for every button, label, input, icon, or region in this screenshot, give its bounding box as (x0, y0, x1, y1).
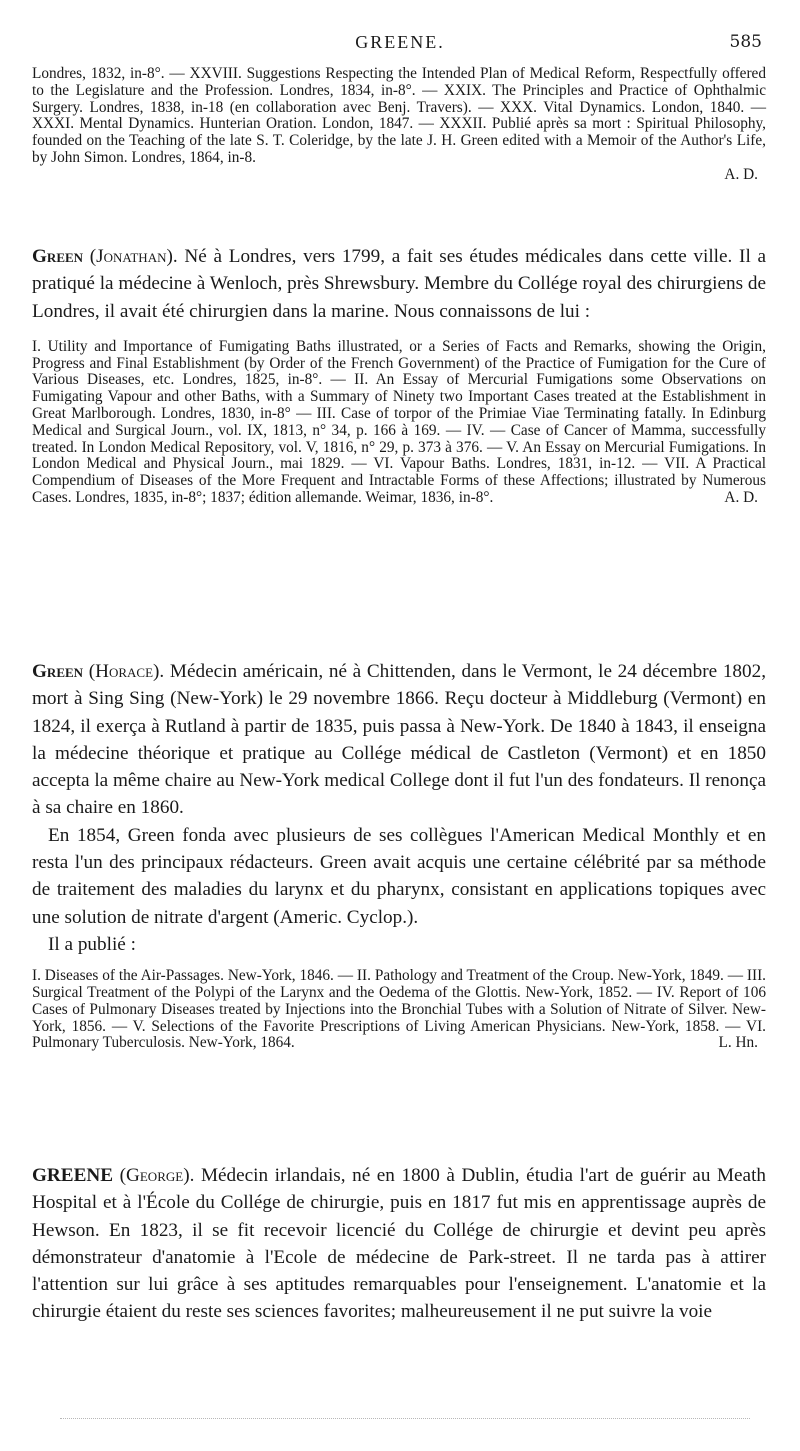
page-bottom-bleed (60, 1418, 750, 1421)
entry-works-list (32, 339, 766, 507)
entry-works-list (32, 968, 766, 1052)
entry-bio (32, 243, 766, 325)
entry-bio-text: Médecin irlandais, né en 1800 à Dublin, étudia l'art de guérir au Meath Hospital et à l'École du Collége de chirurgie, puis en 1817 fut mis en apprentissage auprès de Hewson. En 1823, il se fit recevoir licencié du Collége de chirurgie et devint peu après démonstrateur d'anatomie à l'Ecole de médecine de Park-street. Il ne tarda pas à attirer l'attention sur lui grâce à ses aptitudes remarquables pour l'enseignement. L'anatomie et la chirurgie étaient du reste ses sciences favorites; malheureusement il ne put suivre la voie (32, 1165, 767, 1323)
entry-works-text: I. Utility and Importance of Fumigating Baths illustrated, or a Series of Facts and Remarks, showing the Origin, Progress and Final Establishment (by Order of the French Government) of the Practice of Fumigation for the Cure of Various Diseases, etc. Londres, 1825, in-8°. — II. An Essay of Mercurial Fumigations some Observations on Fumigating Vapour and other Baths, with a Summary of Ninety two Important Cases treated at the Establishment in Great Marlborough. Londres, 1830, in-8° — III. Case of torpor of the Primiae Viae Terminating fatally. In Edinburg Medical and Surgical Journ., vol. IX, 1813, n° 34, p. 166 à 169. — IV. — Case of Cancer of Mamma, successfully treated. In London Medical Repository, vol. V, 1816, n° 29, p. 373 à 376. — V. An Essay on Mercurial Fumigations. In London Medical and Physical Journ., mai 1829. — VI. Vapour Baths. Londres, 1831, in-12. — VII. A Practical Compendium of Diseases of the More Frequent and Intractable Forms of these Affections; illustrated by Numerous Cases. Londres, 1835, in-8°; 1837; édition allemande. Weimar, 1836, in-8°. (32, 337, 766, 507)
entry-bio-text: Médecin américain, né à Chittenden, dans le Vermont, le 24 décembre 1802, mort à Sing Sing (New-York) le 29 novembre 1866. Reçu docteur à Middleburg (Vermont) en 1824, il exerça à Rutland à partir de 1835, puis passa à New-York. De 1840 à 1843, il enseigna la médecine théorique et pratique au Collége médical de Castleton (Vermont) et en 1850 accepta la même chaire au New-York medical College dont il fut l'un des fondateurs. Il renonça à sa chaire en 1860. (32, 661, 766, 819)
page-number: 585 (729, 32, 762, 52)
entry-bio (32, 658, 766, 822)
entry-works-text: I. Diseases of the Air-Passages. New-York, 1846. — II. Pathology and Treatment of the Croup. New-York, 1849. — III. Surgical Treatment of the Polypi of the Larynx and the Oedema of the Glottis. New-York, 1852. — IV. Report of 106 Cases of Pulmonary Diseases treated by Injections into the Bronchial Tubes with a Solution of Nitrate of Silver. New-York, 1856. — V. Selections of the Favorite Prescriptions of Living American Physicians. New-York, 1858. — VI. Pulmonary Tuberculosis. New-York, 1864. (32, 967, 766, 1052)
page-header (30, 32, 770, 56)
entry-headword: Green (32, 246, 84, 267)
entry-bio-text: Né à Londres, vers 1799, a fait ses études médicales dans cette ville. Il a pratiqué la médecine à Wenloch, près Shrewsbury. Membre du Collége royal des chirurgiens de Londres, il avait été chirurgien dans la marine. Nous connaissons de lui : (32, 246, 767, 322)
entry-headword: Green (32, 661, 84, 682)
entry-bio-paragraph: Il a publié : (48, 933, 136, 955)
entry-headword: GREENE (32, 1165, 114, 1186)
entry-given-name: (George). (119, 1165, 195, 1186)
entry-given-name: (Horace). (88, 661, 165, 682)
entry-continuation (32, 66, 766, 183)
entry-green-horace (32, 658, 766, 1052)
entry-bio (32, 1162, 766, 1326)
entry-greene-george (32, 1162, 766, 1326)
entry-continuation-text: Londres, 1832, in-8°. — XXVIII. Suggestions Respecting the Intended Plan of Medical Reform, Respectfully offered to the Legislature and the Profession. Londres, 1834, in-8°. — XXIX. The Principles and Practice of Ophthalmic Surgery. Londres, 1838, in-18 (en collaboration avec Benj. Travers). — XXX. Vital Dynamics. London, 1840. — XXXI. Mental Dynamics. Hunterian Oration. London, 1847. — XXXII. Publié après sa mort : Spiritual Philosophy, founded on the Teaching of the late S. T. Coleridge, by the late J. H. Green edited with a Memoir of the Author's Life, by John Simon. Londres, 1864, in-8. (32, 65, 766, 166)
entry-continuation-signature: A. D. (724, 165, 758, 183)
entry-green-jonathan (32, 243, 766, 507)
running-head: GREENE. (355, 32, 445, 52)
entry-given-name: (Jonathan). (89, 246, 178, 267)
entry-bio-paragraph: En 1854, Green fonda avec plusieurs de ses collègues l'American Medical Monthly et en resta l'un des principaux rédacteurs. Green avait acquis une certaine célébrité par sa méthode de traitement des maladies du larynx et du pharynx, consistant en applications topiques avec une solution de nitrate d'argent (Americ. Cyclop.). (32, 824, 766, 928)
entry-signature: A. D. (724, 489, 758, 507)
entry-signature: L. Hn. (718, 1034, 758, 1052)
